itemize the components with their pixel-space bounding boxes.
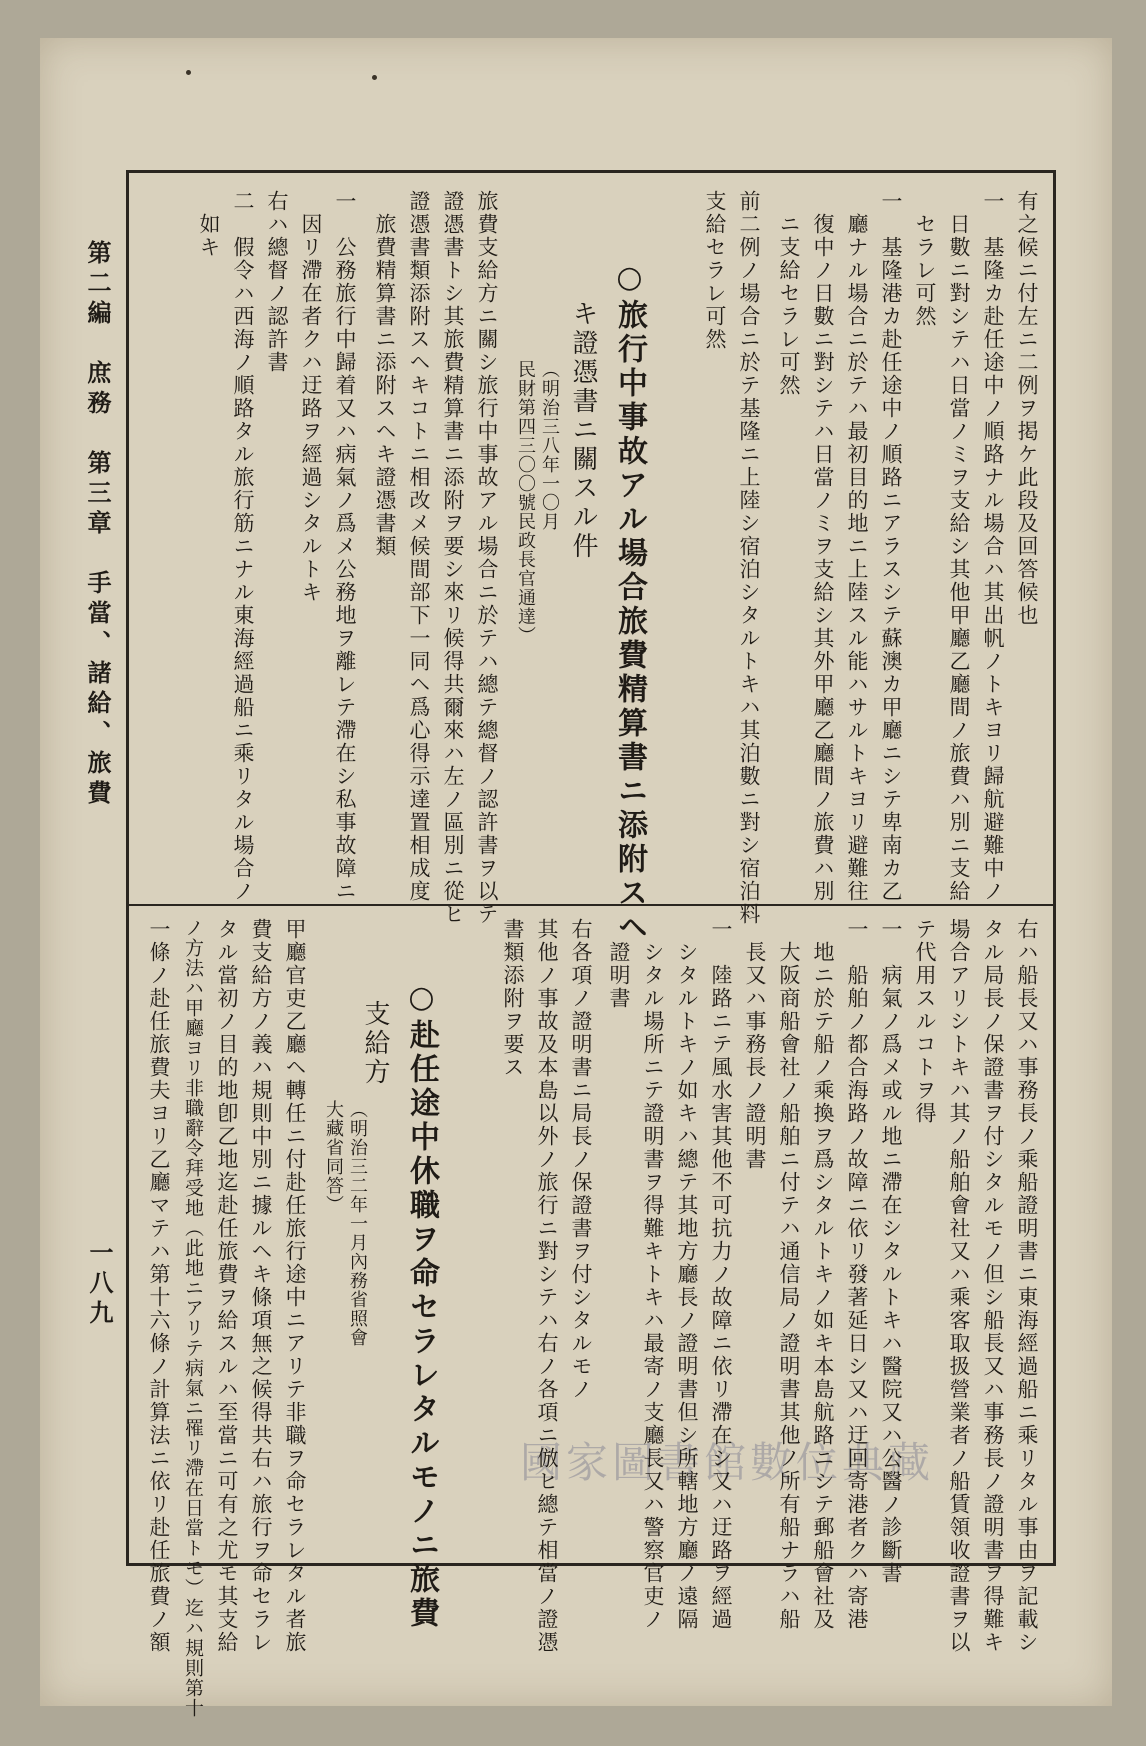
section-divider [128,904,1054,906]
article-title: ○赴任途中休職ヲ命セラレタルモノニ旅費 [404,980,439,1631]
lower-line: 一 船舶ノ都合海路ノ故障ニ依リ發著延日シ又ハ迂回寄港者クハ寄港 [845,918,869,1631]
lower-line: タル局長ノ保證書ヲ付シタルモノ但シ船長又ハ事務長ノ證明書ヲ得難キ [981,918,1005,1654]
article-body-line: 因リ滯在者クハ迂路ヲ經過シタルトキ [299,190,323,604]
upper-line: 廳ナル場合ニ於テハ最初目的地ニ上陸スル能ハサルトキヨリ避難往 [845,190,869,903]
article-body-line: 一 公務旅行中歸着又ハ病氣ノ爲メ公務地ヲ離レテ滯在シ私事故障ニ [333,190,357,903]
lower-line: 地ニ於テ船ノ乘換ヲ爲シタルトキノ如キ本島航路ニシテ郵船會社及 [811,918,835,1631]
article-body-line: 旅費支給方ニ關シ旅行中事故アル場合ニ於テハ總テ總督ノ認許書ヲ以テ [475,190,499,926]
article-title-cont: キ證憑書ニ關スル件 [568,300,598,561]
upper-line: 一 基隆カ赴任途中ノ順路ナル場合ハ其出帆ノトキヨリ歸航避難中ノ [981,190,1005,903]
article-body-line: ノ方法ハ甲廳ヨリ非職辭令拜受地（此地ニアリテ病氣ニ罹リ滯在日當トモ）迄ハ規則第十 [182,918,204,1718]
article-date: （明治三八年一〇月 [539,360,560,531]
lower-line: 右各項ノ證明書ニ局長ノ保證書ヲ付シタルモノ [569,918,593,1401]
lower-line: 一 陸路ニテ風水害其他不可抗力ノ故障ニ依リ滯在シ又ハ迂路ヲ經過 [709,918,733,1631]
article-body-line: 費支給方ノ義ハ規則中別ニ據ルヘキ條項無之候得共右ハ旅行ヲ命セラレ [249,918,273,1654]
lower-line: 大阪商船會社ノ船舶ニ付テハ通信局ノ證明書其他ノ所有船ナラハ船 [777,918,801,1631]
paper-speck [372,75,377,80]
article-body-line: 一條ノ赴任旅費夫ヨリ乙廳マテハ第十六條ノ計算法ニ依リ赴任旅費ノ額 [147,918,171,1654]
upper-line: ニ支給セラレ可然 [777,190,801,397]
upper-line: 前二例ノ場合ニ於テ基隆ニ上陸シ宿泊シタルトキハ其泊數ニ對シ宿泊料 [737,190,761,926]
article-body-line: 右ハ總督ノ認許書 [265,190,289,374]
lower-line: 其他ノ事故及本島以外ノ旅行ニ對シテハ右ノ各項ニ倣ヒ總テ相當ノ證憑 [535,918,559,1654]
upper-line: 支給セラレ可然 [703,190,727,351]
upper-line: セラレ可然 [913,190,937,328]
page-number: 一八九 [85,1240,114,1330]
article-body-line: 如キ [197,190,221,259]
article-body-line: 證憑書トシ其旅費精算書ニ添附ヲ要シ來リ候得共爾來ハ左ノ區別ニ從ヒ [441,190,465,926]
article-body-line: 旅費精算書ニ添附スヘキ證憑書類 [373,190,397,558]
lower-line: 長又ハ事務長ノ證明書 [743,918,767,1171]
article-body-line: 二 假令ハ西海ノ順路タル旅行筋ニナル東海經過船ニ乘リタル場合ノ [231,190,255,903]
article-date: （明治三二年一月內務省照會 [347,1100,368,1347]
article-reference: 大藏省同答） [323,1100,344,1214]
article-title-cont: 支給方 [360,1000,390,1087]
upper-line: 一 基隆港カ赴任途中ノ順路ニアラスシテ蘇澳カ甲廳ニシテ卑南カ乙 [879,190,903,903]
article-body-line: 甲廳官吏乙廳ヘ轉任ニ付赴任旅行途中ニアリテ非職ヲ命セラレタル者旅 [283,918,307,1654]
lower-line: 證明書 [607,918,631,1010]
upper-line: 日數ニ對シテハ日當ノミヲ支給シ其他甲廳乙廳間ノ旅費ハ別ニ支給 [947,190,971,903]
article-body-line: 證憑書類添附スヘキコトニ相改メ候間部下一同ヘ爲心得示達置相成度 [407,190,431,903]
lower-line: 一 病氣ノ爲メ或ル地ニ滯在シタルトキハ醫院又ハ公醫ノ診斷書 [879,918,903,1585]
lower-line: シタルトキノ如キハ總テ其地方廳長ノ證明書但シ所轄地方廳ノ遠隔 [675,918,699,1631]
watermark-text: 國家圖書館數位典藏 [520,1438,935,1487]
article-reference: 民財第四三〇〇號民政長官通達） [515,360,536,645]
article-title: ○旅行中事故アル場合旅費精算書ニ添附スヘ [612,260,647,945]
running-head: 第二編 庶務 第三章 手當、諸給、旅費 [83,240,112,810]
upper-line: 復中ノ日數ニ對シテハ日當ノミヲ支給シ其外甲廳乙廳間ノ旅費ハ別 [811,190,835,903]
article-body-line: タル當初ノ目的地卽乙地迄赴任旅費ヲ給スルハ至當ニ可有之尤モ其支給 [215,918,239,1654]
lower-line: 右ハ船長又ハ事務長ノ乘船證明書ニ東海經過船ニ乘リタル事由ヲ記載シ [1015,918,1039,1654]
paper-speck [186,70,191,75]
lower-line: 場合アリシトキハ其ノ船舶會社又ハ乘客取扱營業者ノ船賃領收證書ヲ以 [947,918,971,1654]
lower-line: 書類添附ヲ要ス [501,918,525,1079]
upper-line: 有之候ニ付左ニ二例ヲ掲ケ此段及回答候也 [1015,190,1039,627]
lower-line: テ代用スルコトヲ得 [913,918,937,1125]
lower-line: シタル場所ニテ證明書ヲ得難キトキハ最寄ノ支廳長又ハ警察官吏ノ [641,918,665,1631]
